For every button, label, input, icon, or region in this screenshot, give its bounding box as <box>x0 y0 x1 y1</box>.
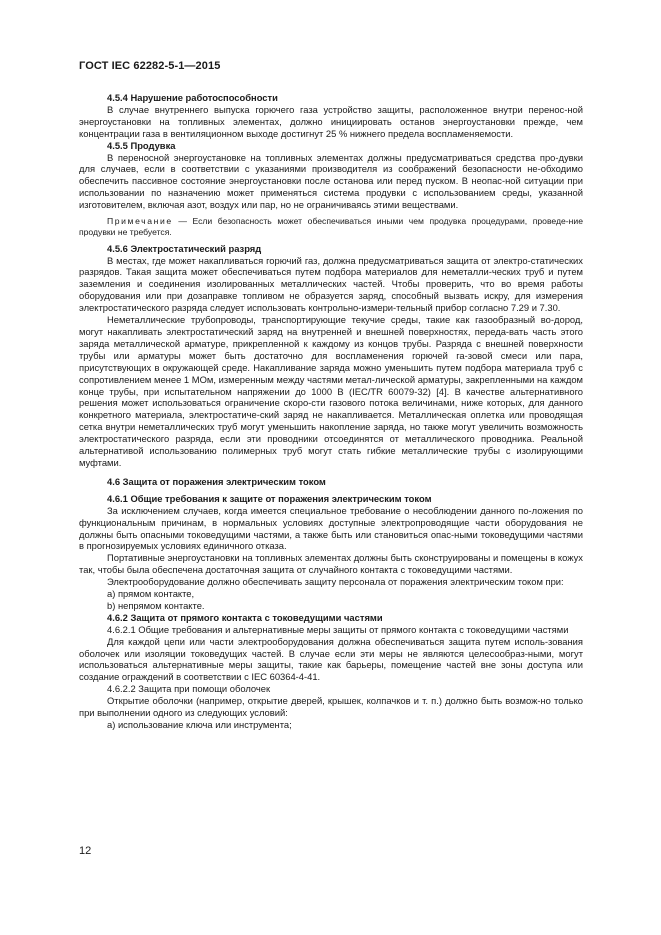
paragraph: Для каждой цепи или части электрооборудования должна обеспечиваться защита путем исполь-зования оболочек или изоляции токоведущих частей. В случае если эти меры не являются целесообраз-ными, могут использоваться альтернативные меры защиты, такие как барьеры, помещение частей вне зоны доступа или создание ограждений в соответствии с IEC 60364-4-41. <box>79 635 583 683</box>
section-heading-4-5-5: 4.5.5 Продувка <box>107 139 176 151</box>
list-item: а) прямом контакте, <box>107 588 195 600</box>
list-item: b) непрямом контакте. <box>107 599 205 611</box>
section-heading-4-5-4: 4.5.4 Нарушение работоспособности <box>107 92 278 103</box>
paragraph: В случае внутреннего выпуска горючего газа устройство защиты, расположенное внутри перенос-ной энергоустановки на топливных элементах, должно инициировать останов энергоустановки прежде, чем концентрации газа в вентиляционном выходе достигнут 25 % нижнего предела воспламеняемости. <box>79 103 583 139</box>
subsection-heading-4-6-2-2: 4.6.2.2 Защита при помощи оболочек <box>107 683 271 695</box>
section-heading-4-6-2: 4.6.2 Защита от прямого контакта с токоведущими частями <box>107 611 383 623</box>
subsection-heading-4-6-2-1: 4.6.2.1 Общие требования и альтернативные меры защиты от прямого контакта с токоведущими частями <box>107 623 569 635</box>
section-heading-4-6-1: 4.6.1 Общие требования к защите от поражения электрическим током <box>107 492 432 504</box>
document-header: ГОСТ IEC 62282-5-1—2015 <box>79 60 221 72</box>
paragraph: Электрооборудование должно обеспечивать защиту персонала от поражения электрическим током при: <box>107 576 564 588</box>
page-content <box>79 92 583 731</box>
paragraph: Открытие оболочки (например, открытие дверей, крышек, колпачков и т. п.) должно быть возмож-но только при выполнении одного из следующих условий: <box>79 695 583 719</box>
note-label: Примечание <box>107 216 173 227</box>
note-text: — Если безопасность может обеспечиваться иными чем продувка процедурами, проведе-ние продувки не требуется. <box>79 216 583 237</box>
section-heading-4-5-6: 4.5.6 Электростатический разряд <box>107 242 262 254</box>
list-item: а) использование ключа или инструмента; <box>107 719 292 730</box>
paragraph: В местах, где может накапливаться горючий газ, должна предусматриваться защита от электро-статических разрядов. Такая защита может обеспечиваться путем подбора материалов для неметалли-ческих труб и путем заземления и соединения изолированных металлических частей. Чтобы проверить, что во время работы оборудования или при дозаправке топливом не образуется заряд, способный вызвать искру, для измерения электростатического разряда следует использовать контрольно-измери-тельный прибор согласно 7.29 и 7.30. <box>79 254 583 314</box>
section-heading-4-6: 4.6 Защита от поражения электрическим током <box>107 475 326 487</box>
paragraph: Неметаллические трубопроводы, транспортирующие текучие среды, такие как газообразный во-дород, могут накапливать электростатический заряд на внутренней и внешней поверхностях, переда-вать часть этого заряда металлической арматуре, прикрепленной к каждому из концов трубы. Разряда с внешней поверхности трубы или арматуры может быть достаточно для воспламенения горючей га-зовой смеси или пара, присутствующих в окружающей среде. Накапливание заряда можно уменьшить путем подбора материала труб с сопротивлением менее 1 МОм, измеренным между частями метал-лической арматуры, закрепленными на каждом конце трубы, при испытательном напряжении до 1000 В (IEC/TR 60079-32) [4]. В качестве альтернативного решения может использоваться ограничение скоро-сти газового потока величинами, ниже которых, для данного конкретного материала, электростатиче-ский заряд не накапливается. Металлическая оплетка или проводящая сетка внутри неметаллических труб могут уменьшить накопление заряда, но также могут увеличить возможность электростатического разряда, если эти проводники отсоединятся от металлического проводника. Реальной альтернативой использованию полимерных труб могут стать гибкие металлические трубы с изолирующими муфтами. <box>79 314 583 468</box>
paragraph: За исключением случаев, когда имеется специальное требование о несоблюдении данного по-ложения по функциональным причинам, в нормальных условиях доступные электропроводящие части оборудования не должны быть опасными токоведущими частями, а также быть или становиться опас-ными токоведущими частями в прогнозируемых условиях единичного отказа. <box>79 504 583 552</box>
note <box>79 216 583 238</box>
page-number: 12 <box>79 845 92 857</box>
paragraph: Портативные энергоустановки на топливных элементах должны быть сконструированы и помещены в кожух так, чтобы была обеспечена достаточная защита от случайного контакта с токоведущими частями. <box>79 552 583 576</box>
paragraph: В переносной энергоустановке на топливных элементах должны предусматриваться средства про-дувки для случаев, если в соответствии с указаниями производителя из соображений безопасности не-обходимо обеспечить пассивное состояние энергоустановки после останова или перед пуском. В неопас-ной ситуации при использовании по назначению может применяться система продувки с использованием среды, указанной изготовителем, включая азот, воздух или пар, но не ограничиваясь этими веществами. <box>79 151 583 211</box>
